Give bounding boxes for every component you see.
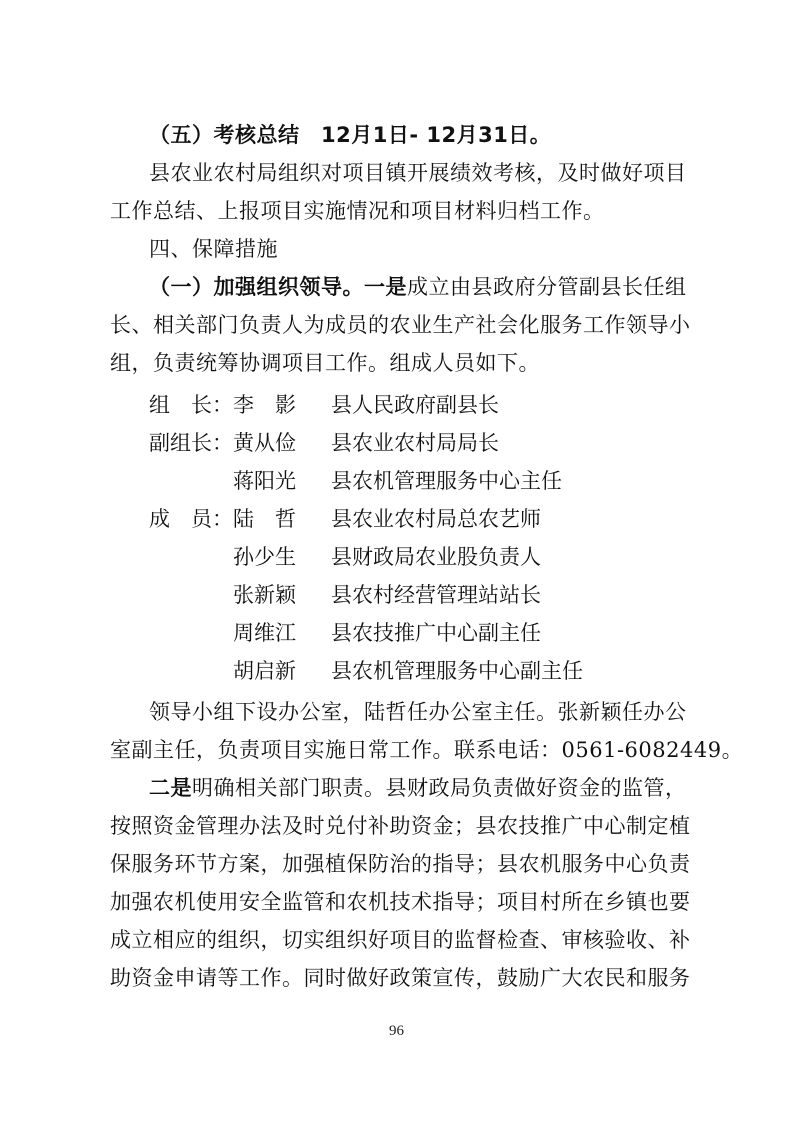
chapter-title: 四、保障措施 — [149, 237, 278, 261]
paragraph-line: 助资金申请等工作。同时做好政策宣传，鼓励广大农民和服务 — [110, 966, 691, 990]
member-position: 县农业农村局局长 — [331, 431, 499, 455]
section-heading-assessment: （五）考核总结 12月1日- 12月31日。 — [149, 123, 552, 147]
member-name: 胡启新 — [233, 659, 296, 683]
page-number: 96 — [389, 1023, 404, 1039]
member-role: 副组长： — [149, 431, 233, 455]
paragraph-line: 按照资金管理办法及时兑付补助资金；县农技推广中心制定植 — [110, 814, 691, 838]
paragraph-line: 室副主任，负责项目实施日常工作。联系电话：0561-6082449。 — [110, 738, 744, 762]
paragraph-line: 工作总结、上报项目实施情况和项目材料归档工作。 — [110, 199, 605, 223]
member-name: 孙少生 — [233, 545, 296, 569]
member-position: 县农机管理服务中心副主任 — [331, 659, 583, 683]
paragraph-line: 长、相关部门负责人为成员的农业生产社会化服务工作领导小 — [110, 313, 691, 337]
member-role: 成 员： — [149, 507, 233, 531]
member-position: 县农村经营管理站站长 — [331, 583, 541, 607]
member-position: 县人民政府副县长 — [331, 393, 499, 417]
member-role: 组 长： — [149, 393, 233, 417]
lead-phrase: 二是 — [149, 776, 192, 800]
member-name: 陆 哲 — [233, 507, 296, 531]
paragraph-lead-line — [149, 773, 687, 803]
subsection-heading-line — [149, 272, 687, 302]
paragraph-line: 县农业农村局组织对项目镇开展绩效考核，及时做好项目 — [149, 161, 687, 185]
member-name: 周维江 — [233, 621, 296, 645]
paragraph-line: 保服务环节方案，加强植保防治的指导；县农机服务中心负责 — [110, 852, 691, 876]
paragraph-line: 领导小组下设办公室，陆哲任办公室主任。张新颖任办公 — [149, 700, 687, 724]
subsection-heading: （一）加强组织领导。 — [149, 275, 364, 299]
paragraph-line: 加强农机使用安全监管和农机技术指导；项目村所在乡镇也要 — [110, 890, 691, 914]
paragraph-line: 成立相应的组织，切实组织好项目的监督检查、审核验收、补 — [110, 928, 691, 952]
member-name: 黄从俭 — [233, 431, 296, 455]
lead-phrase: 一是 — [364, 275, 407, 299]
paragraph-text: 成立由县政府分管副县长任组 — [407, 275, 687, 299]
member-name: 张新颖 — [233, 583, 296, 607]
member-name: 李 影 — [233, 393, 296, 417]
paragraph-text: 明确相关部门职责。县财政局负责做好资金的监管， — [192, 776, 687, 800]
member-position: 县财政局农业股负责人 — [331, 545, 541, 569]
member-position: 县农技推广中心副主任 — [331, 621, 541, 645]
member-position: 县农业农村局总农艺师 — [331, 507, 541, 531]
member-name: 蒋阳光 — [233, 469, 296, 493]
paragraph-line: 组，负责统筹协调项目工作。组成人员如下。 — [110, 351, 540, 375]
member-position: 县农机管理服务中心主任 — [331, 469, 562, 493]
